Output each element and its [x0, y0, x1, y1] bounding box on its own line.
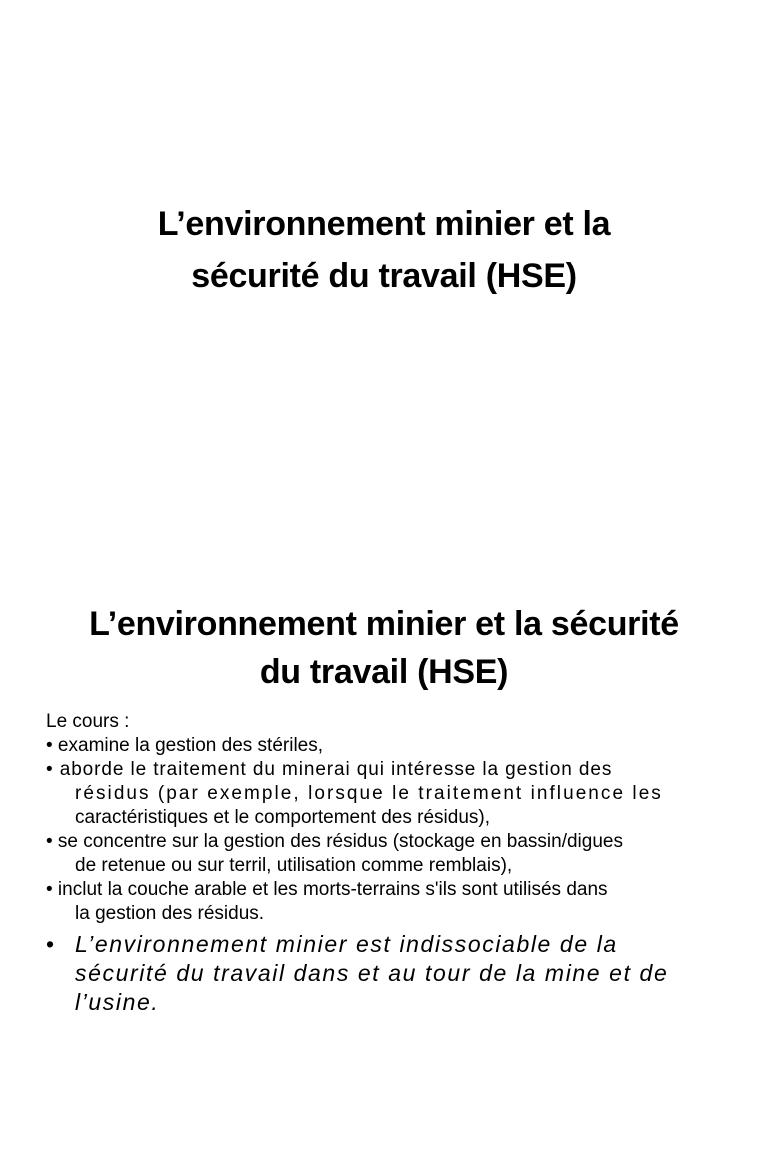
bullet-line: • aborde le traitement du minerai qui intéresse la gestion des: [46, 759, 613, 780]
bullet-item: [46, 830, 736, 878]
bullet-item: [46, 758, 736, 830]
italic-bullet-item: [46, 930, 736, 1017]
intro-text: Le cours :: [46, 711, 130, 732]
slide-2-title-line-2: du travail (HSE): [259, 653, 509, 691]
slide-2: [0, 576, 768, 1152]
italic-bullet-line: l’usine.: [75, 989, 160, 1015]
bullet-line: • examine la gestion des stériles,: [46, 735, 324, 756]
slide-1-title-line-2: sécurité du travail (HSE): [191, 257, 577, 295]
slide-1-title: [0, 198, 768, 302]
bullet-line: caractéristiques et le comportement des résidus),: [75, 807, 491, 828]
bullet-line: résidus (par exemple, lorsque le traitement influence les: [75, 783, 663, 804]
bullet-line: la gestion des résidus.: [75, 903, 265, 924]
bullet-item: [46, 878, 736, 926]
italic-bullet-line: L’environnement minier est indissociable de la: [75, 931, 618, 957]
slide-2-title: [0, 600, 768, 696]
slide-2-body: [46, 710, 736, 1017]
bullet-marker: •: [46, 931, 56, 957]
slide-2-title-line-1: L’environnement minier et la sécurité: [89, 605, 679, 643]
slide-1-title-line-1: L’environnement minier et la: [157, 205, 611, 243]
bullet-item: [46, 734, 736, 758]
italic-bullet-line: sécurité du travail dans et au tour de la mine et de: [75, 960, 669, 986]
bullet-line: • se concentre sur la gestion des résidus (stockage en bassin/digues: [46, 831, 623, 852]
bullet-line: • inclut la couche arable et les morts-terrains s'ils sont utilisés dans: [46, 879, 608, 900]
bullet-line: de retenue ou sur terril, utilisation comme remblais),: [75, 855, 513, 876]
